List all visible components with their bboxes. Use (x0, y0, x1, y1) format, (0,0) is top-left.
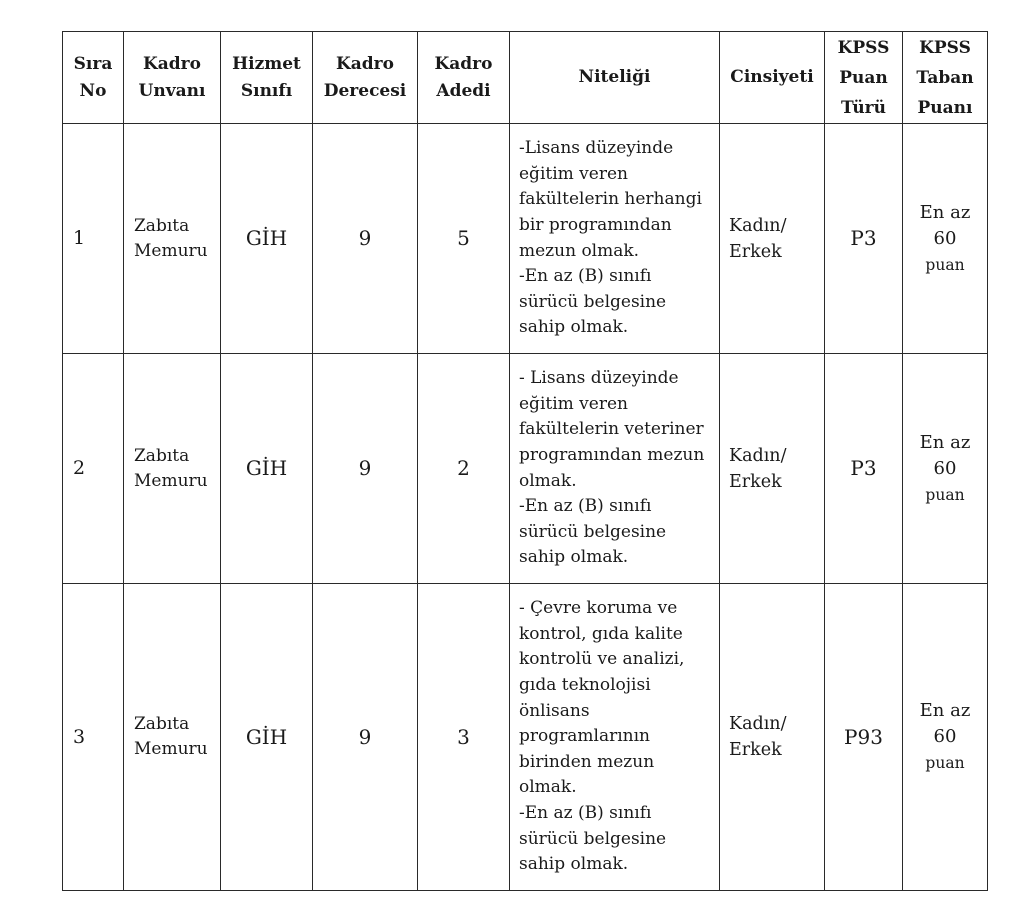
header-kpss-taban-puani: KPSS Taban Puanı (903, 32, 988, 124)
header-niteligi: Niteliği (510, 32, 720, 124)
cell-kpss-taban-puani: En az 60 puan (903, 124, 988, 354)
header-kpss-puan-turu: KPSS Puan Türü (825, 32, 903, 124)
cell-kadro-derecesi: 9 (313, 584, 418, 891)
cell-kadro-derecesi: 9 (313, 124, 418, 354)
cell-cinsiyeti: Kadın/ Erkek (720, 354, 825, 584)
header-hizmet-sinifi: Hizmet Sınıfı (221, 32, 313, 124)
table-row (63, 584, 988, 891)
kadro-table (62, 31, 988, 891)
cell-niteligi: -Lisans düzeyinde eğitim veren fakültelerin herhangi bir programından mezun olmak. -En az (B) sınıfı sürücü belgesine sahip olmak. (510, 124, 720, 354)
cell-kpss-puan-turu: P3 (825, 124, 903, 354)
cell-kadro-unvani: Zabıta Memuru (124, 354, 221, 584)
table-row (63, 354, 988, 584)
header-kadro-derecesi: Kadro Derecesi (313, 32, 418, 124)
header-cinsiyeti: Cinsiyeti (720, 32, 825, 124)
cell-kadro-adedi: 3 (418, 584, 510, 891)
cell-kadro-unvani: Zabıta Memuru (124, 584, 221, 891)
header-sira-no: Sıra No (63, 32, 124, 124)
header-kadro-unvani: Kadro Unvanı (124, 32, 221, 124)
cell-niteligi: - Lisans düzeyinde eğitim veren fakültelerin veteriner programından mezun olmak. -En az (B) sınıfı sürücü belgesine sahip olmak. (510, 354, 720, 584)
cell-hizmet-sinifi: GİH (221, 124, 313, 354)
cell-kpss-puan-turu: P3 (825, 354, 903, 584)
cell-kadro-derecesi: 9 (313, 354, 418, 584)
cell-hizmet-sinifi: GİH (221, 584, 313, 891)
header-row (63, 32, 988, 124)
cell-sira-no: 2 (63, 354, 124, 584)
cell-sira-no: 3 (63, 584, 124, 891)
cell-kpss-taban-puani: En az 60 puan (903, 584, 988, 891)
cell-niteligi: - Çevre koruma ve kontrol, gıda kalite kontrolü ve analizi, gıda teknolojisi önlisans programlarının birinden mezun olmak. -En az (B) sınıfı sürücü belgesine sahip olmak. (510, 584, 720, 891)
cell-cinsiyeti: Kadın/ Erkek (720, 584, 825, 891)
table-row (63, 124, 988, 354)
cell-cinsiyeti: Kadın/ Erkek (720, 124, 825, 354)
cell-kpss-taban-puani: En az 60 puan (903, 354, 988, 584)
cell-kadro-adedi: 5 (418, 124, 510, 354)
cell-hizmet-sinifi: GİH (221, 354, 313, 584)
cell-sira-no: 1 (63, 124, 124, 354)
cell-kpss-puan-turu: P93 (825, 584, 903, 891)
cell-kadro-unvani: Zabıta Memuru (124, 124, 221, 354)
cell-kadro-adedi: 2 (418, 354, 510, 584)
header-kadro-adedi: Kadro Adedi (418, 32, 510, 124)
